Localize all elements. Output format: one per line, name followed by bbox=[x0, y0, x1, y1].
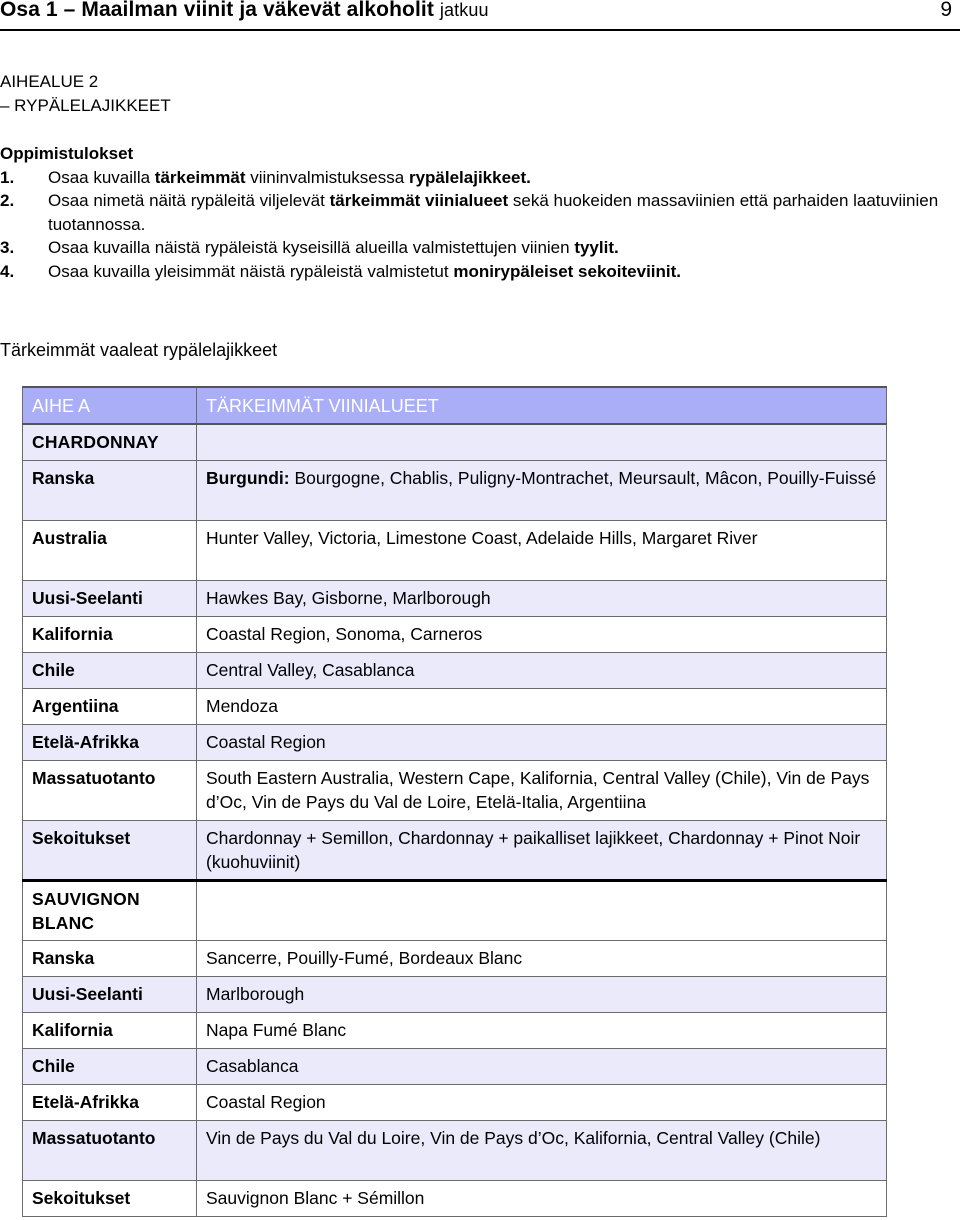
header-cell-topic: AIHE A bbox=[23, 387, 197, 424]
outcome-text: Osaa nimetä näitä rypäleitä viljelevät bbox=[48, 191, 330, 210]
document-title bbox=[0, 0, 489, 22]
table-row bbox=[23, 652, 887, 688]
table-row bbox=[23, 976, 887, 1012]
country-cell: Ranska bbox=[23, 460, 197, 520]
outcome-number: 3. bbox=[0, 238, 15, 257]
header-cell-regions: TÄRKEIMMÄT VIINIALUEET bbox=[197, 387, 887, 424]
table-row bbox=[23, 520, 887, 580]
country-cell: Uusi-Seelanti bbox=[23, 580, 197, 616]
country-cell: Sekoitukset bbox=[23, 1180, 197, 1216]
country-cell: Ranska bbox=[23, 940, 197, 976]
table-row bbox=[23, 688, 887, 724]
regions-cell: Chardonnay + Semillon, Chardonnay + paikalliset lajikkeet, Chardonnay + Pinot Noir (kuohuviinit) bbox=[197, 820, 887, 880]
regions-cell: Hawkes Bay, Gisborne, Marlborough bbox=[197, 580, 887, 616]
area-heading bbox=[0, 70, 171, 118]
country-cell: Etelä-Afrikka bbox=[23, 724, 197, 760]
grape-name: SAUVIGNON BLANC bbox=[23, 880, 197, 940]
table-row bbox=[23, 940, 887, 976]
regions-cell: Casablanca bbox=[197, 1048, 887, 1084]
country-cell: Etelä-Afrikka bbox=[23, 1084, 197, 1120]
table-row bbox=[23, 616, 887, 652]
area-heading-line-2: – RYPÄLELAJIKKEET bbox=[0, 96, 171, 115]
learning-outcomes-title: Oppimistulokset bbox=[0, 144, 134, 163]
outcome-item bbox=[0, 236, 950, 260]
regions-cell: South Eastern Australia, Western Cape, Kalifornia, Central Valley (Chile), Vin de Pays d’Oc, Vin de Pays du Val de Loire, Etelä-Italia, Argentiina bbox=[197, 760, 887, 820]
table-row bbox=[23, 1012, 887, 1048]
outcome-text: Osaa kuvailla yleisimmät näistä rypäleistä valmistetut bbox=[48, 261, 454, 281]
header-divider bbox=[0, 29, 960, 31]
page-header bbox=[0, 0, 960, 26]
outcome-text: viininvalmistuksessa bbox=[245, 167, 409, 187]
country-cell: Uusi-Seelanti bbox=[23, 976, 197, 1012]
empty-cell bbox=[197, 880, 887, 940]
outcome-item bbox=[0, 260, 950, 284]
document-title-text: Osa 1 – Maailman viinit ja väkevät alkoholit bbox=[0, 0, 434, 21]
regions-cell: Hunter Valley, Victoria, Limestone Coast, Adelaide Hills, Margaret River bbox=[197, 520, 887, 580]
table-row bbox=[23, 580, 887, 616]
outcome-number: 2. bbox=[0, 191, 15, 210]
page-number: 9 bbox=[940, 0, 952, 21]
table-header-row bbox=[23, 387, 887, 424]
regions-cell: Sauvignon Blanc + Sémillon bbox=[197, 1180, 887, 1216]
grape-table-wrapper bbox=[22, 386, 960, 1217]
country-cell: Australia bbox=[23, 520, 197, 580]
outcome-number: 1. bbox=[0, 167, 15, 187]
area-heading-line-1: AIHEALUE 2 bbox=[0, 72, 99, 91]
outcome-emphasis: rypälelajikkeet. bbox=[408, 167, 531, 187]
outcome-text: Osaa kuvailla näistä rypäleistä kyseisillä alueilla valmistettujen viinien bbox=[48, 238, 575, 257]
outcome-number: 4. bbox=[0, 261, 15, 281]
regions-cell: Central Valley, Casablanca bbox=[197, 652, 887, 688]
regions-cell: Vin de Pays du Val du Loire, Vin de Pays d’Oc, Kalifornia, Central Valley (Chile) bbox=[197, 1120, 887, 1180]
country-cell: Chile bbox=[23, 1048, 197, 1084]
table-row bbox=[23, 724, 887, 760]
table-row bbox=[23, 1048, 887, 1084]
table-row bbox=[23, 1084, 887, 1120]
document-title-suffix: jatkuu bbox=[439, 0, 489, 20]
regions-lead: Burgundi: bbox=[206, 467, 290, 488]
country-cell: Kalifornia bbox=[23, 616, 197, 652]
table-row bbox=[23, 820, 887, 880]
regions-cell bbox=[197, 460, 887, 520]
country-cell: Kalifornia bbox=[23, 1012, 197, 1048]
outcome-item bbox=[0, 189, 950, 236]
section-title: Tärkeimmät vaaleat rypälelajikkeet bbox=[0, 340, 278, 360]
outcome-emphasis: tärkeimmät bbox=[154, 167, 246, 187]
regions-cell: Marlborough bbox=[197, 976, 887, 1012]
outcome-emphasis: tyylit. bbox=[574, 238, 619, 257]
outcome-text: Osaa kuvailla bbox=[48, 167, 155, 187]
table-row bbox=[23, 1180, 887, 1216]
country-cell: Argentiina bbox=[23, 688, 197, 724]
regions-cell: Mendoza bbox=[197, 688, 887, 724]
table-row bbox=[23, 460, 887, 520]
country-cell: Sekoitukset bbox=[23, 820, 197, 880]
outcome-text: sekä huokeiden massaviinien että parhaiden laatuviinien tuotannossa. bbox=[48, 191, 939, 234]
regions-cell: Napa Fumé Blanc bbox=[197, 1012, 887, 1048]
table-row bbox=[23, 760, 887, 820]
grape-regions-table bbox=[22, 386, 887, 1217]
country-cell: Chile bbox=[23, 652, 197, 688]
outcome-item bbox=[0, 166, 950, 190]
country-cell: Massatuotanto bbox=[23, 1120, 197, 1180]
outcome-emphasis: monirypäleiset sekoiteviinit. bbox=[453, 261, 682, 281]
learning-outcomes bbox=[0, 142, 950, 283]
regions-cell: Coastal Region bbox=[197, 1084, 887, 1120]
grape-name: CHARDONNAY bbox=[23, 424, 197, 460]
regions-cell: Coastal Region, Sonoma, Carneros bbox=[197, 616, 887, 652]
grape-title-row bbox=[23, 880, 887, 940]
table-row bbox=[23, 1120, 887, 1180]
regions-cell: Sancerre, Pouilly-Fumé, Bordeaux Blanc bbox=[197, 940, 887, 976]
empty-cell bbox=[197, 424, 887, 460]
regions-cell: Coastal Region bbox=[197, 724, 887, 760]
outcome-emphasis: tärkeimmät viinialueet bbox=[329, 191, 509, 210]
grape-title-row bbox=[23, 424, 887, 460]
country-cell: Massatuotanto bbox=[23, 760, 197, 820]
regions-text: Bourgogne, Chablis, Puligny-Montrachet, Meursault, Mâcon, Pouilly-Fuissé bbox=[289, 467, 877, 488]
